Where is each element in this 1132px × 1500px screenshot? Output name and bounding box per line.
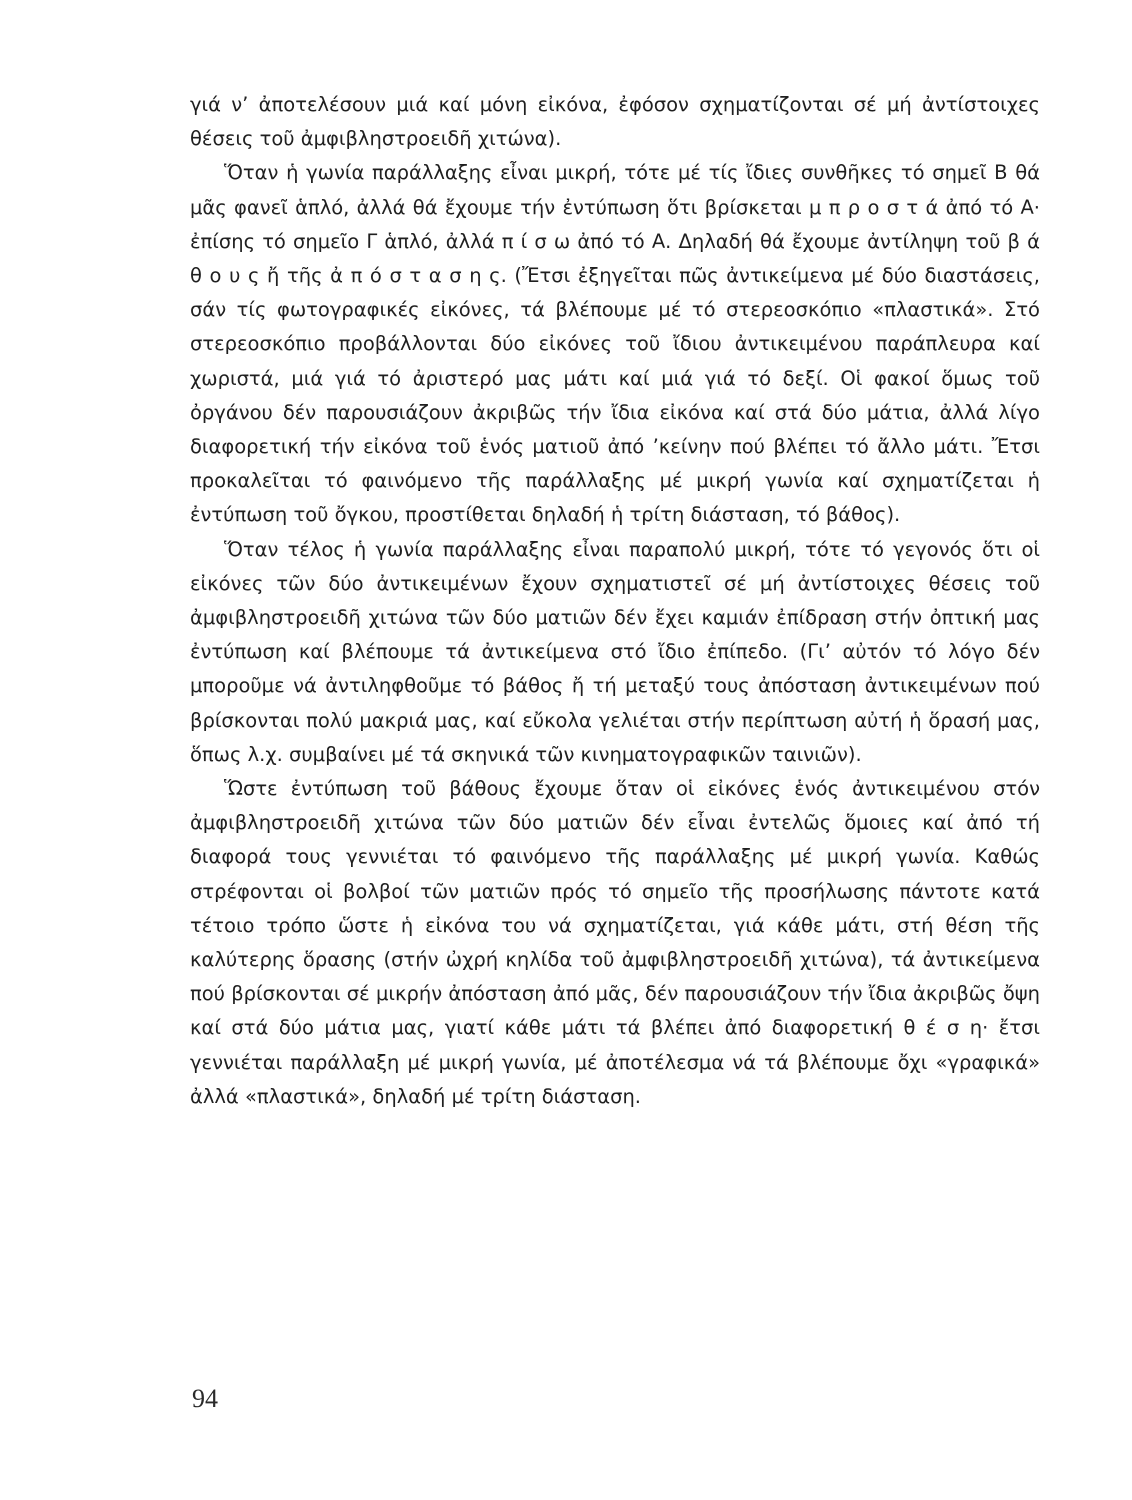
page-number: 94 xyxy=(192,1384,218,1413)
paragraph-2: Ὅταν ἡ γωνία παράλλαξης εἶναι μικρή, τότε μέ τίς ἴδιες συνθῆκες τό σημεῖ Β θά μᾶς φανεῖ ἁπλό, ἀλλά θά ἔχουμε τήν ἐντύπωση ὅτι βρίσκεται μ π ρ ο σ τ ά ἀπό τό Α· ἐπίσης τό σημεῖο Γ ἁπλό, ἀλλά π ί σ ω ἀπό τό Α. Δηλαδή θά ἔχουμε ἀντίληψη τοῦ β ά θ ο υ ς ἤ τῆς ἀ π ό σ τ α σ η ς. (Ἔτσι ἐξηγεῖται πῶς ἀντικείμενα μέ δύο διαστάσεις, σάν τίς φωτογραφικές εἰκόνες, τά βλέπουμε μέ τό στερεοσκόπιο «πλαστικά». Στό στερεοσκόπιο προβάλλονται δύο εἰκόνες τοῦ ἴδιου ἀντικειμένου παράπλευρα καί χωριστά, μιά γιά τό ἀριστερό μας μάτι καί μιά γιά τό δεξί. Οἱ φακοί ὅμως τοῦ ὀργάνου δέν παρουσιάζουν ἀκριβῶς τήν ἴδια εἰκόνα καί στά δύο μάτια, ἀλλά λίγο διαφορετική τήν εἰκόνα τοῦ ἑνός ματιοῦ ἀπό ’κείνην πού βλέπει τό ἄλλο μάτι. Ἔτσι προκαλεῖται τό φαινόμενο τῆς παράλλαξης μέ μικρή γωνία καί σχηματίζεται ἡ ἐντύπωση τοῦ ὄγκου, προστίθεται δηλαδή ἡ τρίτη διάσταση, τό βάθος). xyxy=(190,161,1040,527)
paragraph-4: Ὥστε ἐντύπωση τοῦ βάθους ἔχουμε ὅταν οἱ εἰκόνες ἑνός ἀντικειμένου στόν ἀμφιβληστροειδῆ χιτώνα τῶν δύο ματιῶν δέν εἶναι ἐντελῶς ὅμοιες καί ἀπό τή διαφορά τους γεννιέται τό φαινόμενο τῆς παράλλαξης μέ μικρή γωνία. Καθώς στρέφονται οἱ βολβοί τῶν ματιῶν πρός τό σημεῖο τῆς προσήλωσης πάντοτε κατά τέτοιο τρόπο ὥστε ἡ εἰκόνα του νά σχηματίζεται, γιά κάθε μάτι, στή θέση τῆς καλύτερης ὅρασης (στήν ὠχρή κηλίδα τοῦ ἀμφιβληστροειδῆ χιτώνα), τά ἀντικείμενα πού βρίσκονται σέ μικρήν ἀπόσταση ἀπό μᾶς, δέν παρουσιάζουν τήν ἴδια ἀκριβῶς ὄψη καί στά δύο μάτια μας, γιατί κάθε μάτι τά βλέπει ἀπό διαφορετική θ έ σ η· ἔτσι γεννιέται παράλλαξη μέ μικρή γωνία, μέ ἀποτέλεσμα νά τά βλέπουμε ὄχι «γραφικά» ἀλλά «πλαστικά», δηλαδή μέ τρίτη διάσταση. xyxy=(190,777,1040,1108)
paragraph-3: Ὅταν τέλος ἡ γωνία παράλλαξης εἶναι παραπολύ μικρή, τότε τό γεγονός ὅτι οἱ εἰκόνες τῶν δύο ἀντικειμένων ἔχουν σχηματιστεῖ σέ μή ἀντίστοιχες θέσεις τοῦ ἀμφιβληστροειδῆ χιτώνα τῶν δύο ματιῶν δέν ἔχει καμιάν ἐπίδραση στήν ὀπτική μας ἐντύπωση καί βλέπουμε τά ἀντικείμενα στό ἴδιο ἐπίπεδο. (Γι’ αὐτόν τό λόγο δέν μποροῦμε νά ἀντιληφθοῦμε τό βάθος ἤ τή μεταξύ τους ἀπόσταση ἀντικειμένων πού βρίσκονται πολύ μακριά μας, καί εὔκολα γελιέται στήν περίπτωση αὐτή ἡ ὅρασή μας, ὅπως λ.χ. συμβαίνει μέ τά σκηνικά τῶν κινηματογραφικῶν ταινιῶν). xyxy=(190,537,1040,766)
paragraph-1: γιά ν’ ἀποτελέσουν μιά καί μόνη εἰκόνα, ἐφόσον σχηματίζονται σέ μή ἀντίστοιχες θέσεις τοῦ ἀμφιβληστροειδῆ χιτώνα). xyxy=(190,93,1040,151)
body-text xyxy=(190,88,1040,1114)
